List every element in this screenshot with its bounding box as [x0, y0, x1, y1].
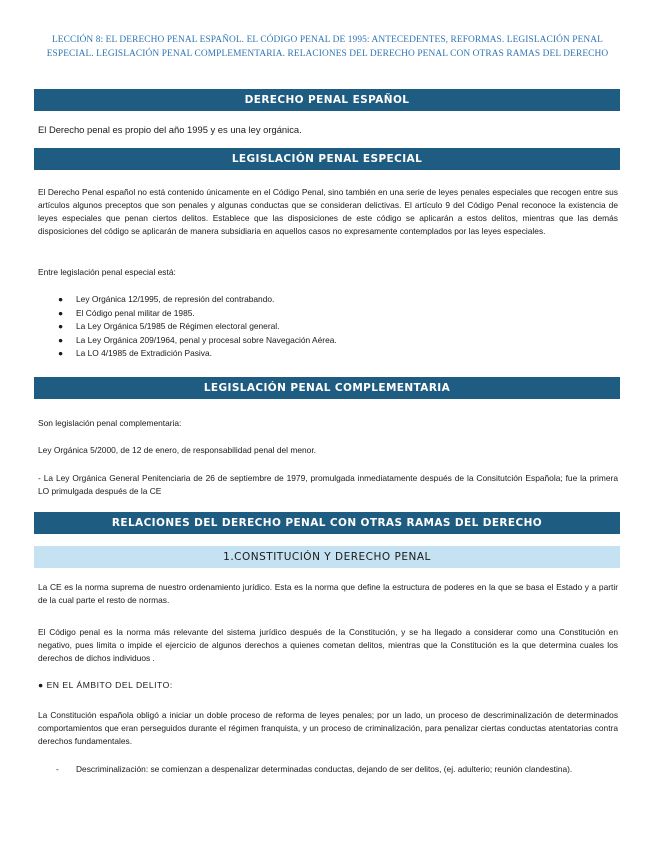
subheading-constitucion: 1.CONSTITUCIÓN Y DERECHO PENAL	[34, 546, 620, 568]
dash-item-text: Descriminalización: se comienzan a despenalizar determinadas conductas, dejando de ser delitos, (ej. adulterio; reunión clandestina).	[76, 764, 573, 774]
section-heading-legislacion-complementaria: LEGISLACIÓN PENAL COMPLEMENTARIA	[34, 377, 620, 399]
legislacion-especial-list-intro: Entre legislación penal especial está:	[38, 267, 176, 277]
list-item-text: El Código penal militar de 1985.	[76, 307, 195, 318]
list-item	[38, 307, 598, 321]
ambito-delito-heading: ● EN EL ÁMBITO DEL DELITO:	[38, 680, 173, 690]
list-item	[38, 334, 598, 348]
complementaria-item-2: - La Ley Orgánica General Penitenciaria de 26 de septiembre de 1979, promulgada inmediatamente después de la Consitutción Española; fue la primera LO primulgada después de la CE	[38, 473, 618, 496]
legislacion-especial-paragraph: El Derecho Penal español no está contenido únicamente en el Código Penal, sino también en una serie de leyes penales especiales que recogen entre sus artículos algunos preceptos que son penales y algunas conductas que se consideran delictivas. El artículo 9 del Código Penal reconoce la existencia de leyes especiales que penan ciertos delitos. Establece que las disposiciones de este código se aplicarán a estos delitos, mientras que las demás disposiciones del código se aplicarán de manera subsidiaria en aquellos casos no expresamente contemplados por las leyes especiales.	[38, 187, 618, 236]
relaciones-paragraph-3: La Constitución española obligó a iniciar un doble proceso de reforma de leyes penales; por un lado, un proceso de descriminalización de determinados comportamientos que eran perseguidos durante el régimen franquista, y un proceso de criminalización, para penalizar ciertas conductas atentatorias contra derechos fundamentales.	[38, 710, 618, 746]
bullet-icon: ●	[58, 334, 64, 345]
list-item	[38, 320, 598, 334]
bullet-icon: ●	[58, 321, 64, 332]
list-item	[38, 347, 598, 361]
bullet-icon: ●	[58, 294, 64, 304]
list-item-text: La Ley Orgánica 5/1985 de Régimen electoral general.	[76, 321, 280, 332]
complementaria-item-1: Ley Orgánica 5/2000, de 12 de enero, de responsabilidad penal del menor.	[38, 445, 316, 455]
relaciones-paragraph-1: La CE es la norma suprema de nuestro ordenamiento jurídico. Esta es la norma que define la estructura de poderes en la que se basa el Estado y a partir de la cual parte el resto de normas.	[38, 582, 618, 605]
list-item-text: La LO 4/1985 de Extradición Pasiva.	[76, 348, 212, 359]
section-heading-relaciones: RELACIONES DEL DERECHO PENAL CON OTRAS RAMAS DEL DERECHO	[34, 512, 620, 534]
complementaria-intro: Son legislación penal complementaria:	[38, 418, 182, 428]
lesson-title: LECCIÓN 8: EL DERECHO PENAL ESPAÑOL. EL CÓDIGO PENAL DE 1995: ANTECEDENTES, REFORMAS. LEGISLACIÓN PENAL ESPECIAL. LEGISLACIÓN PENAL COMPLEMENTARIA. RELACIONES DEL DERECHO PENAL CON OTRAS RAMAS DEL DERECHO	[46, 35, 609, 59]
section-heading-derecho-penal-espanol: DERECHO PENAL ESPAÑOL	[34, 89, 620, 111]
list-item-text: Ley Orgánica 12/1995, de represión del contrabando.	[76, 294, 275, 304]
relaciones-paragraph-2: El Código penal es la norma más relevante del sistema jurídico después de la Constitución, y se ha llegado a considerar como una Constitución en negativo, pues limita o impide el ejercicio de algunos derechos a quienes cometan delitos, mientras que la Constitución es la que determina cuales los derechos de dichos individuos .	[38, 627, 618, 663]
special-laws-list	[38, 293, 598, 361]
list-item	[38, 293, 598, 307]
list-item-text: La Ley Orgánica 209/1964, penal y procesal sobre Navegación Aérea.	[76, 334, 337, 345]
dash-icon: -	[56, 764, 59, 774]
bullet-icon: ●	[58, 348, 64, 359]
dash-list-item	[56, 763, 618, 776]
section-heading-legislacion-especial: LEGISLACIÓN PENAL ESPECIAL	[34, 148, 620, 170]
bullet-icon: ●	[58, 307, 64, 318]
derecho-penal-espanol-text: El Derecho penal es propio del año 1995 y es una ley orgánica.	[38, 124, 302, 135]
